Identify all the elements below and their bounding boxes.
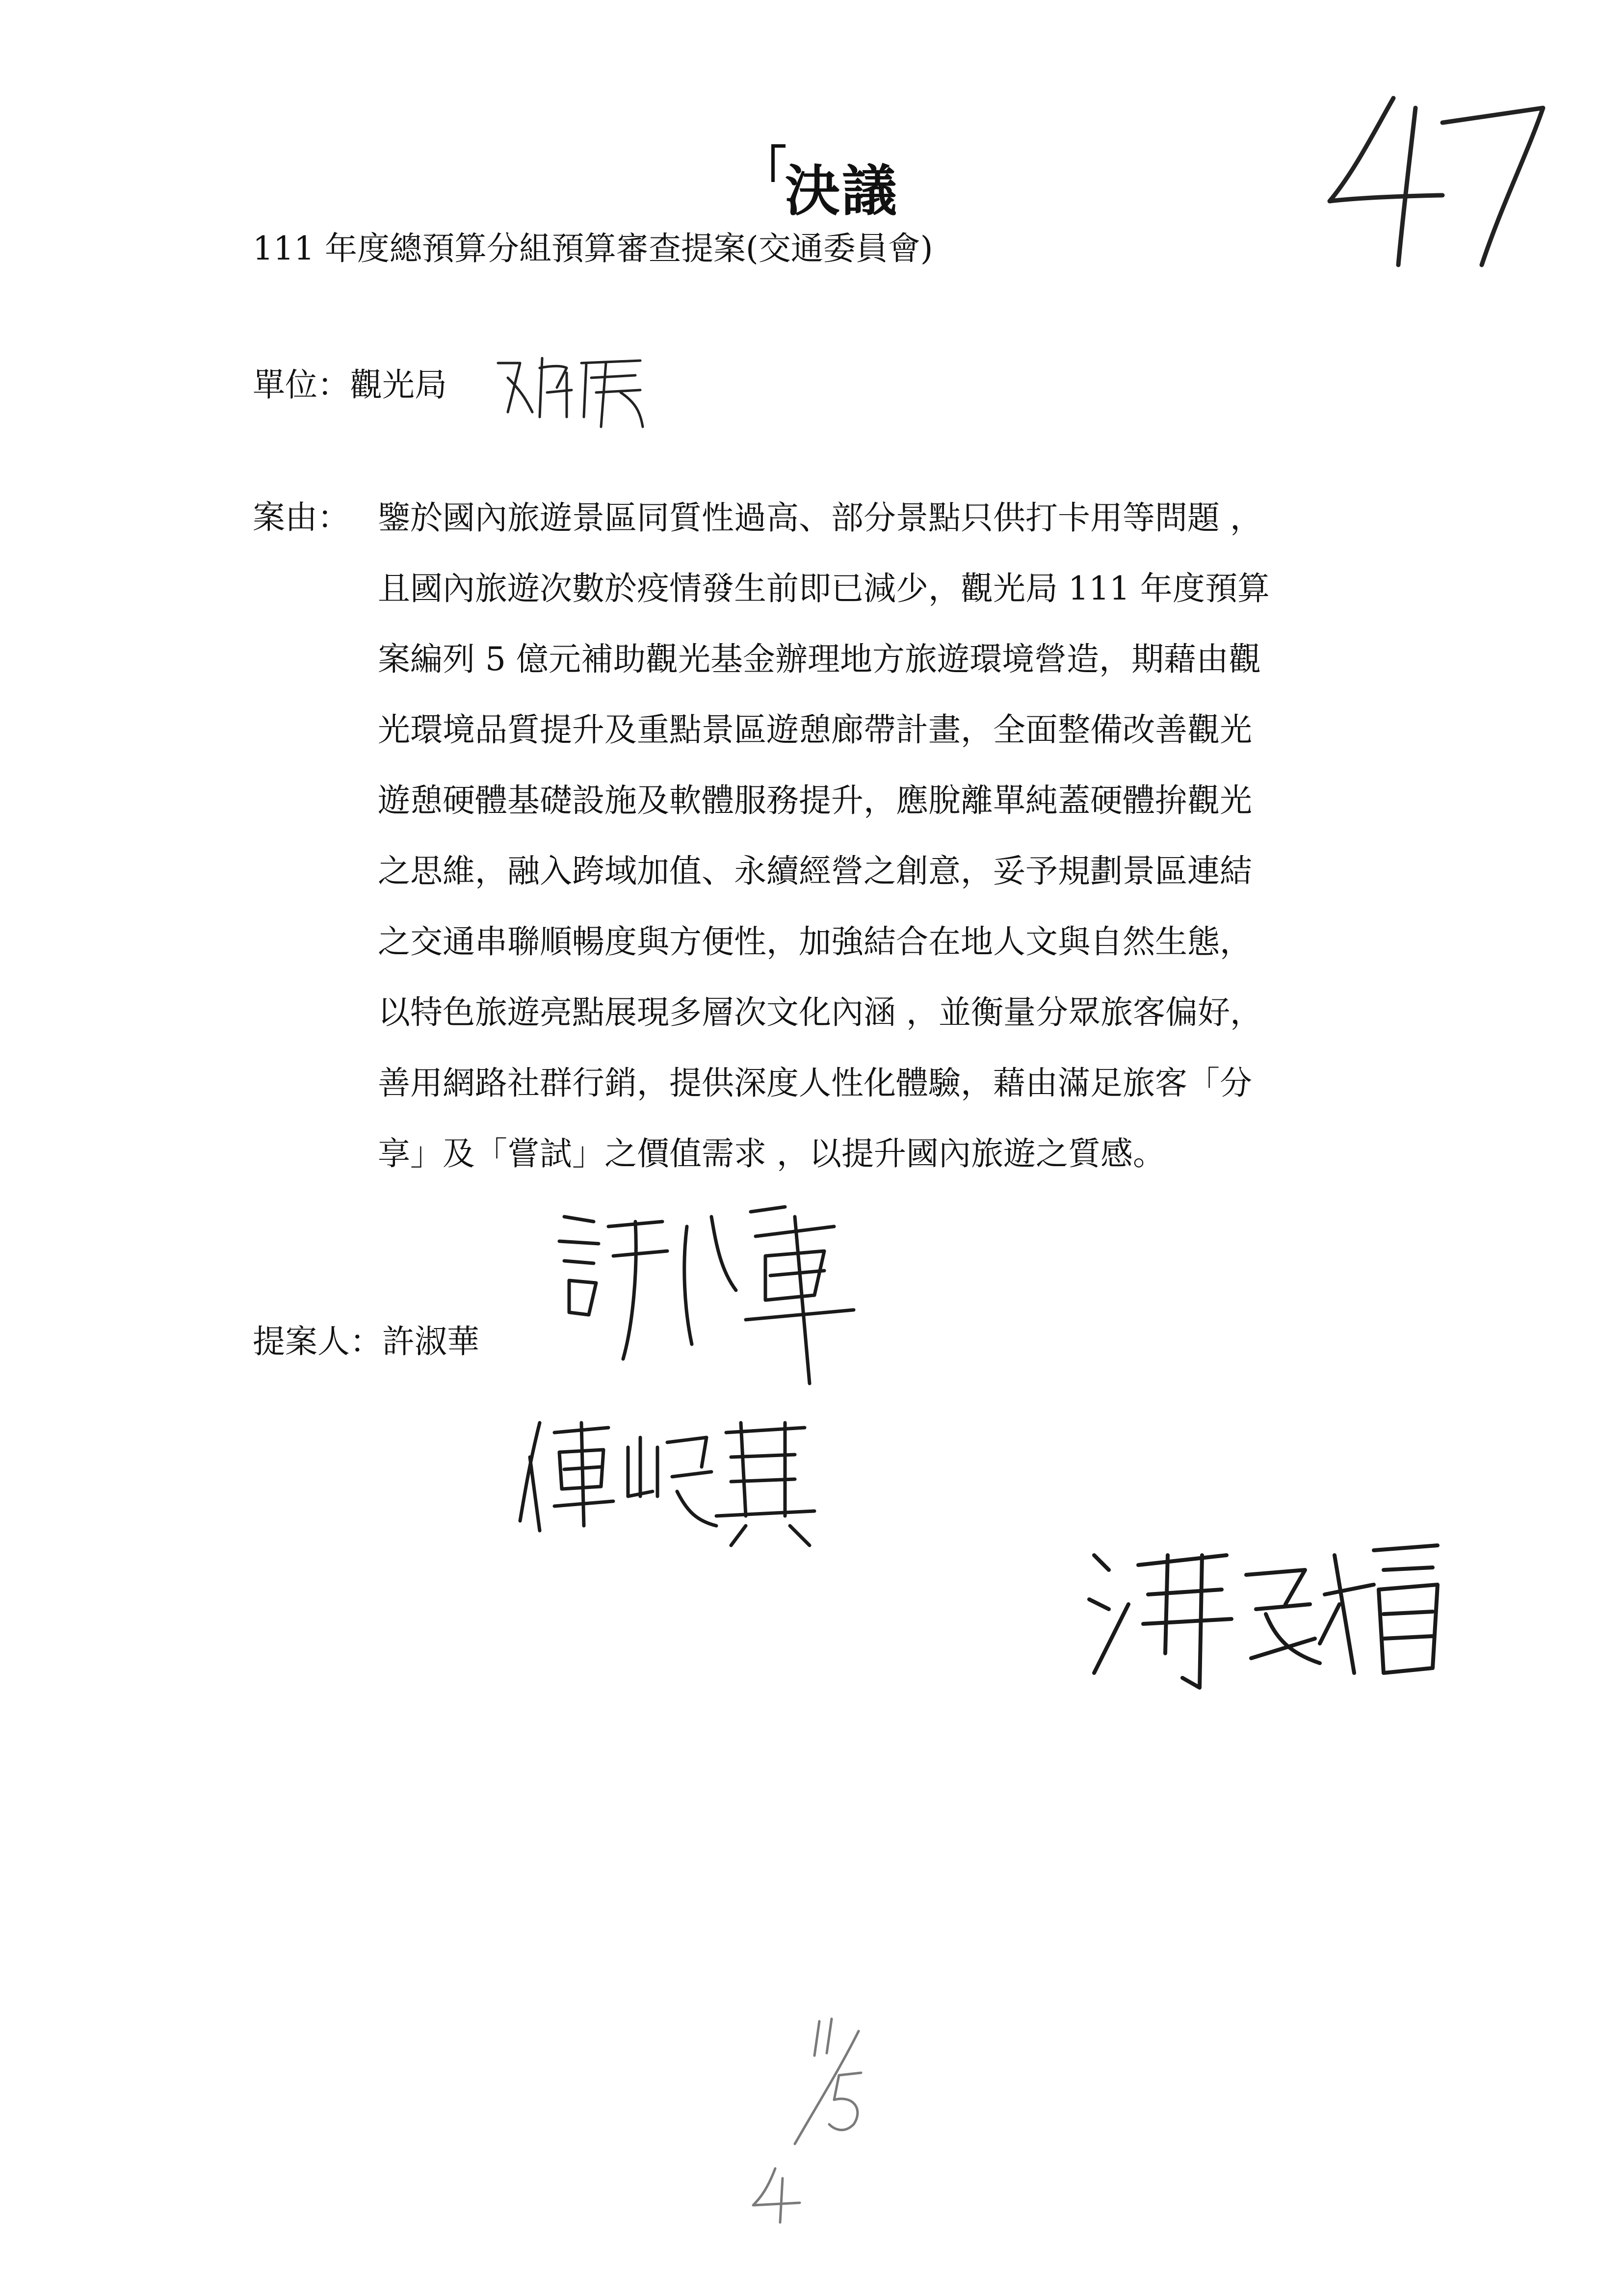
case-label: 案由： [253, 498, 350, 536]
resolution-stamp-text: 決議 [785, 159, 899, 223]
proposer-line: 提案人：許淑華 [253, 1323, 479, 1360]
page-number-drawing [1320, 78, 1555, 285]
signature-1 [550, 1197, 864, 1403]
sheet-annotation-drawing [746, 2159, 814, 2227]
case-line: 鑒於國內旅遊景區同質性過高、部分景點只供打卡用等問題 ， [378, 499, 1262, 537]
case-line: 光環境品質提升及重點景區遊憩廊帶計畫，全面整備改善觀光 [378, 711, 1252, 749]
case-line: 享」及「嘗試」之價值需求 ，以提升國內旅遊之質感。 [378, 1135, 1165, 1173]
unit-line: 單位：觀光局 [253, 366, 447, 404]
case-line: 遊憩硬體基礎設施及軟體服務提升，應脫離單純蓋硬體拚觀光 [378, 782, 1252, 819]
case-line: 以特色旅遊亮點展現多層次文化內涵 ，並衡量分眾旅客偏好， [378, 993, 1262, 1031]
handwritten-page-number [1320, 78, 1555, 285]
case-line: 善用網路社群行銷，提供深度人性化體驗，藉由滿足旅客「分 [378, 1064, 1252, 1102]
case-line: 之思維，融入跨域加值、永續經營之創意，妥予規劃景區連結 [378, 852, 1252, 890]
handwritten-date-annotation [785, 2011, 873, 2149]
signature-1-drawing [550, 1197, 864, 1403]
signature-3-drawing [1079, 1526, 1452, 1702]
unit-handwritten-annotation [493, 343, 650, 432]
signature-3 [1079, 1526, 1452, 1702]
case-line: 之交通串聯順暢度與方便性，加強結合在地人文與自然生態， [378, 923, 1252, 961]
case-line: 案編列 5 億元補助觀光基金辦理地方旅遊環境營造，期藉由觀 [378, 640, 1261, 678]
handwritten-sheet-annotation [746, 2159, 814, 2227]
case-body [378, 496, 1418, 1202]
document-heading: 111 年度總預算分組預算審查提案(交通委員會) [253, 230, 933, 267]
date-annotation-drawing [785, 2011, 873, 2149]
stamp-bracket-mark [771, 144, 786, 182]
signature-2 [510, 1403, 824, 1550]
unit-annotation-drawing [493, 343, 650, 432]
case-line: 且國內旅遊次數於疫情發生前即已減少，觀光局 111 年度預算 [378, 570, 1270, 607]
resolution-stamp [785, 147, 899, 226]
signature-2-drawing [510, 1403, 824, 1550]
